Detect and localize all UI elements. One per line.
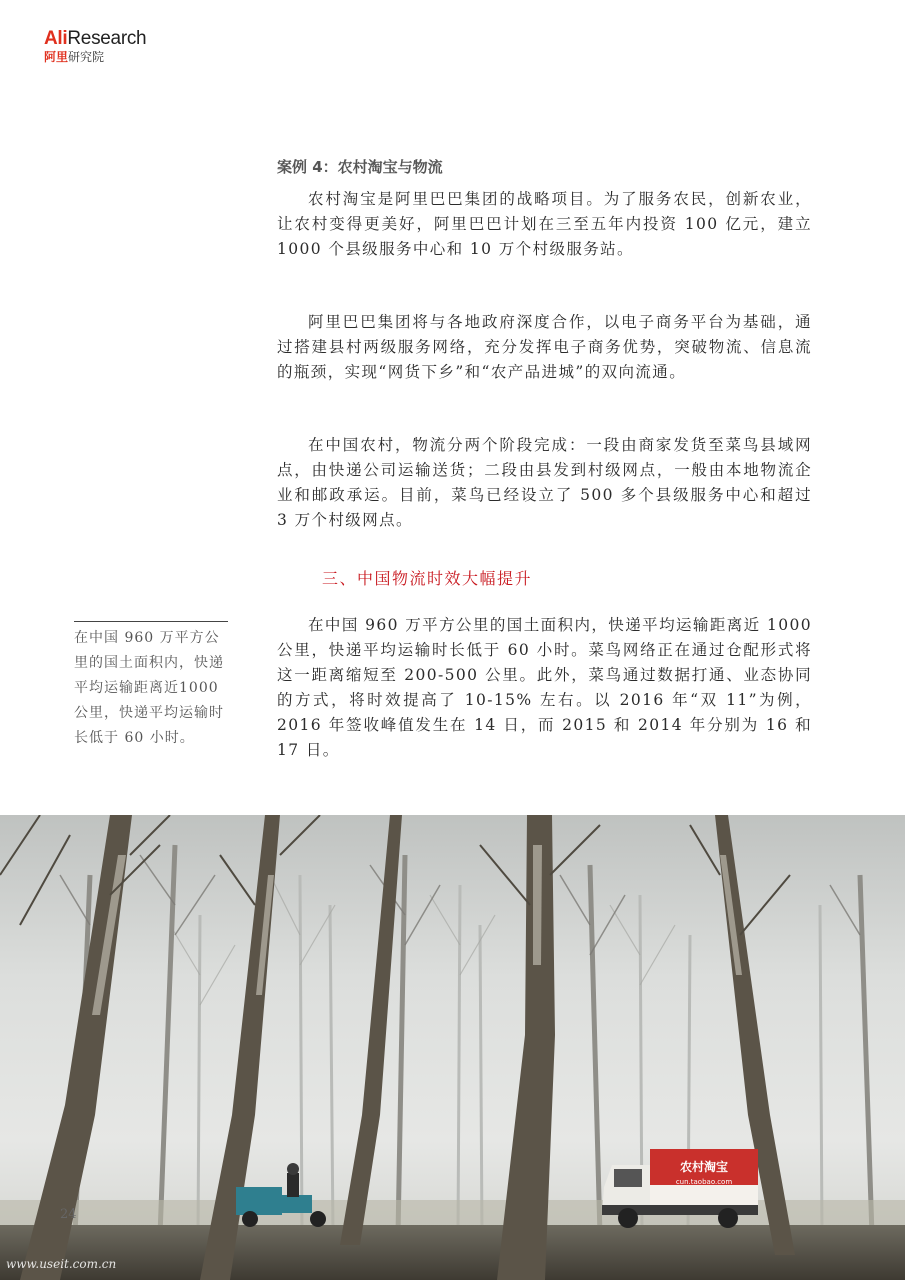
case-paragraph-2: 阿里巴巴集团将与各地政府深度合作，以电子商务平台为基础，通过搭建县村两级服务网络，充分发挥电子商务优势，突破物流、信息流的瓶颈，实现“网货下乡”和“农产品进城”的双向流通。 xyxy=(277,313,812,381)
logo-research: Research xyxy=(67,28,147,49)
truck-sign-chinese: 农村淘宝 xyxy=(679,1160,729,1174)
logo-ali: Ali xyxy=(44,28,68,49)
sidebar-pull-quote xyxy=(74,621,228,751)
section-heading: 三、中国物流时效大幅提升 xyxy=(322,569,533,588)
logo-cn: 研究院 xyxy=(68,50,105,64)
page-number: 24 xyxy=(60,1207,77,1222)
case-paragraph-3: 在中国农村，物流分两个阶段完成：一段由商家发货至菜鸟县域网点，由快递公司运输送货；二段由县发到村级网点，一般由本地物流企业和邮政承运。目前，菜鸟已经设立了 500 多个县级服务中心和超过 3 万个村级网点。 xyxy=(277,436,812,529)
section-paragraph: 在中国 960 万平方公里的国土面积内，快递平均运输距离近 1000 公里，快递平均运输时长低于 60 小时。菜鸟网络正在通过仓配形式将这一距离缩短至 200-500 公里。此外，菜鸟通过数据打通、业态协同的方式，将时效提高了 10-15% 左右。以 2016 年“双 11”为例，2016 年签收峰值发生在 14 日，而 2015 和 2014 年分别为 16 和 17 日。 xyxy=(277,616,812,759)
truck-sign-url: cun.taobao.com xyxy=(675,1178,733,1186)
logo-chinese xyxy=(44,50,146,64)
pull-quote-text: 在中国 960 万平方公里的国土面积内，快递平均运输距离近1000公里，快递平均运输时长低于 60 小时。 xyxy=(74,630,224,746)
aliresearch-logo xyxy=(44,28,146,64)
case-title: 案例 4：农村淘宝与物流 xyxy=(277,158,443,176)
logo-wordmark xyxy=(44,28,146,50)
logo-cn-red: 阿里 xyxy=(44,50,69,64)
rural-road-photo xyxy=(0,815,905,1280)
watermark: www.useit.com.cn xyxy=(6,1257,117,1271)
case-paragraph-1: 农村淘宝是阿里巴巴集团的战略项目。为了服务农民，创新农业，让农村变得更美好，阿里巴巴计划在三至五年内投资 100 亿元，建立 1000 个县级服务中心和 10 万个村级服务站。 xyxy=(277,190,813,258)
